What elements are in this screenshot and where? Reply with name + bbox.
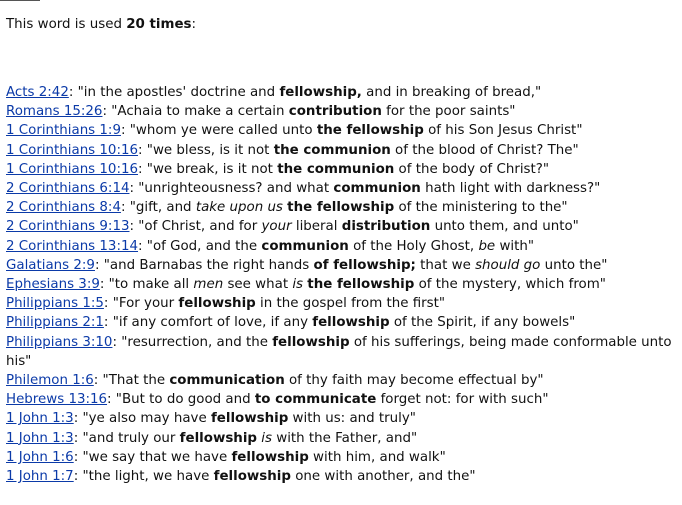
verse-reference-link[interactable]: 1 Corinthians 10:16 bbox=[6, 161, 139, 177]
italic-text: take upon us bbox=[195, 200, 283, 216]
verse-item bbox=[6, 256, 672, 275]
verse-text: : "we break, is it not bbox=[138, 161, 278, 177]
verse-text: of the body of Christ?" bbox=[394, 161, 550, 177]
verse-text: : "whom ye were called unto bbox=[120, 123, 317, 139]
verse-text: : "But to do good and bbox=[107, 392, 255, 408]
usage-count-line bbox=[6, 15, 196, 34]
highlighted-word: communion bbox=[261, 238, 349, 254]
usage-count-prefix: This word is used bbox=[6, 17, 127, 32]
verse-text: : "For your bbox=[103, 296, 179, 312]
highlighted-word: communication bbox=[169, 373, 285, 389]
verse-text: : "and Barnabas the right hands bbox=[94, 257, 314, 273]
verse-text: of the mystery, which from" bbox=[414, 277, 606, 293]
verse-reference-link[interactable]: 2 Corinthians 9:13 bbox=[6, 219, 130, 235]
verse-text: : "the light, we have bbox=[73, 469, 214, 485]
highlighted-word: fellowship, bbox=[279, 85, 362, 100]
verse-item bbox=[6, 333, 672, 371]
usage-count-value: 20 times bbox=[126, 17, 192, 32]
highlighted-word: fellowship bbox=[178, 296, 256, 312]
highlighted-word: fellowship bbox=[179, 430, 258, 446]
verse-text: : "and truly our bbox=[73, 430, 180, 446]
verse-reference-link[interactable]: 1 John 1:3 bbox=[6, 430, 74, 446]
verse-text: hath light with darkness?" bbox=[420, 181, 601, 197]
verse-list bbox=[6, 83, 672, 486]
page-top-rule bbox=[0, 0, 40, 1]
italic-text: men bbox=[193, 277, 224, 293]
verse-text: liberal bbox=[291, 219, 342, 235]
verse-item bbox=[6, 390, 672, 409]
verse-item bbox=[6, 160, 672, 179]
highlighted-word: to communicate bbox=[254, 392, 377, 408]
highlighted-word: contribution bbox=[288, 104, 382, 120]
verse-text: : "Achaia to make a certain bbox=[102, 104, 289, 120]
verse-reference-link[interactable]: 1 Corinthians 1:9 bbox=[6, 123, 121, 139]
verse-text: unto them, and unto" bbox=[430, 219, 579, 235]
verse-text: one with another, and the" bbox=[290, 469, 476, 485]
highlighted-word: fellowship bbox=[231, 449, 309, 465]
verse-reference-link[interactable]: Philippians 1:5 bbox=[6, 296, 104, 312]
highlighted-word: the fellowship bbox=[287, 200, 395, 216]
highlighted-word: of fellowship; bbox=[313, 257, 416, 273]
verse-reference-link[interactable]: Romans 15:26 bbox=[6, 104, 103, 120]
verse-text: of thy faith may become effectual by" bbox=[284, 373, 544, 389]
verse-text: : "we say that we have bbox=[73, 449, 232, 465]
verse-item bbox=[6, 313, 672, 332]
verse-text: with the Father, and" bbox=[271, 430, 418, 446]
verse-reference-link[interactable]: Galatians 2:9 bbox=[6, 257, 95, 273]
verse-item bbox=[6, 467, 672, 486]
verse-text: see what bbox=[223, 277, 293, 293]
verse-item bbox=[6, 371, 672, 390]
verse-item bbox=[6, 121, 672, 140]
verse-text: : "of Christ, and for bbox=[129, 219, 262, 235]
verse-text: for the poor saints" bbox=[381, 104, 516, 120]
verse-reference-link[interactable]: Philemon 1:6 bbox=[6, 373, 94, 389]
verse-reference-link[interactable]: 2 Corinthians 13:14 bbox=[6, 238, 139, 254]
verse-text: : "we bless, is it not bbox=[138, 142, 274, 158]
usage-count-suffix: : bbox=[191, 17, 197, 32]
italic-text: be bbox=[478, 238, 496, 254]
verse-reference-link[interactable]: 1 John 1:7 bbox=[6, 469, 74, 485]
verse-reference-link[interactable]: Philippians 3:10 bbox=[6, 334, 113, 350]
highlighted-word: fellowship bbox=[312, 315, 390, 331]
italic-text: is bbox=[292, 277, 304, 293]
verse-text: : "resurrection, and the bbox=[112, 334, 273, 350]
verse-reference-link[interactable]: 1 John 1:3 bbox=[6, 411, 74, 427]
verse-item bbox=[6, 198, 672, 217]
verse-reference-link[interactable]: 1 Corinthians 10:16 bbox=[6, 142, 139, 158]
highlighted-word: the communion bbox=[277, 161, 395, 177]
verse-item bbox=[6, 237, 672, 256]
verse-reference-link[interactable]: Ephesians 3:9 bbox=[6, 277, 100, 293]
verse-text: with" bbox=[495, 238, 535, 254]
verse-item bbox=[6, 141, 672, 160]
verse-text: with us: and truly" bbox=[288, 411, 416, 427]
verse-text: of the Spirit, if any bowels" bbox=[389, 315, 576, 331]
italic-text: should go bbox=[475, 257, 541, 273]
verse-reference-link[interactable]: Philippians 2:1 bbox=[6, 315, 104, 331]
verse-reference-link[interactable]: Hebrews 13:16 bbox=[6, 392, 108, 408]
verse-item bbox=[6, 429, 672, 448]
verse-item bbox=[6, 448, 672, 467]
verse-reference-link[interactable]: 2 Corinthians 8:4 bbox=[6, 200, 121, 216]
highlighted-word: fellowship bbox=[213, 469, 291, 485]
highlighted-word: fellowship bbox=[210, 411, 289, 427]
highlighted-word: distribution bbox=[341, 219, 431, 235]
verse-text: and in breaking of bread," bbox=[361, 85, 542, 100]
verse-text: : "unrighteousness? and what bbox=[129, 181, 334, 197]
verse-text: in the gospel from the first" bbox=[255, 296, 446, 312]
verse-text: : "of God, and the bbox=[138, 238, 262, 254]
verse-text: : "ye also may have bbox=[73, 411, 211, 427]
verse-reference-link[interactable]: Acts 2:42 bbox=[6, 85, 69, 100]
verse-item bbox=[6, 409, 672, 428]
verse-text: : "gift, and bbox=[120, 200, 196, 216]
highlighted-word: fellowship bbox=[272, 334, 350, 350]
verse-reference-link[interactable]: 2 Corinthians 6:14 bbox=[6, 181, 130, 197]
highlighted-word: the fellowship bbox=[307, 277, 415, 293]
highlighted-word: the fellowship bbox=[316, 123, 424, 139]
highlighted-word: the communion bbox=[273, 142, 391, 158]
verse-text: with him, and walk" bbox=[308, 449, 446, 465]
verse-text: of his Son Jesus Christ" bbox=[423, 123, 583, 139]
verse-text: : "That the bbox=[93, 373, 170, 389]
verse-text: of his sufferings, being made conformable unto his" bbox=[6, 334, 672, 369]
verse-item bbox=[6, 179, 672, 198]
italic-text: is bbox=[261, 430, 272, 446]
highlighted-word: communion bbox=[333, 181, 421, 197]
verse-item bbox=[6, 275, 672, 294]
italic-text: your bbox=[261, 219, 292, 235]
verse-text: : "in the apostles' doctrine and bbox=[68, 85, 280, 100]
verse-text: of the Holy Ghost, bbox=[348, 238, 479, 254]
verse-text: of the ministering to the" bbox=[394, 200, 568, 216]
verse-text: forget not: for with such" bbox=[376, 392, 549, 408]
verse-text: : "to make all bbox=[99, 277, 194, 293]
verse-item bbox=[6, 83, 672, 102]
verse-text: that we bbox=[415, 257, 476, 273]
verse-item bbox=[6, 217, 672, 236]
verse-item bbox=[6, 102, 672, 121]
verse-reference-link[interactable]: 1 John 1:6 bbox=[6, 449, 74, 465]
verse-item bbox=[6, 294, 672, 313]
verse-text: of the blood of Christ? The" bbox=[390, 142, 579, 158]
verse-text: : "if any comfort of love, if any bbox=[103, 315, 313, 331]
verse-text: unto the" bbox=[540, 257, 608, 273]
